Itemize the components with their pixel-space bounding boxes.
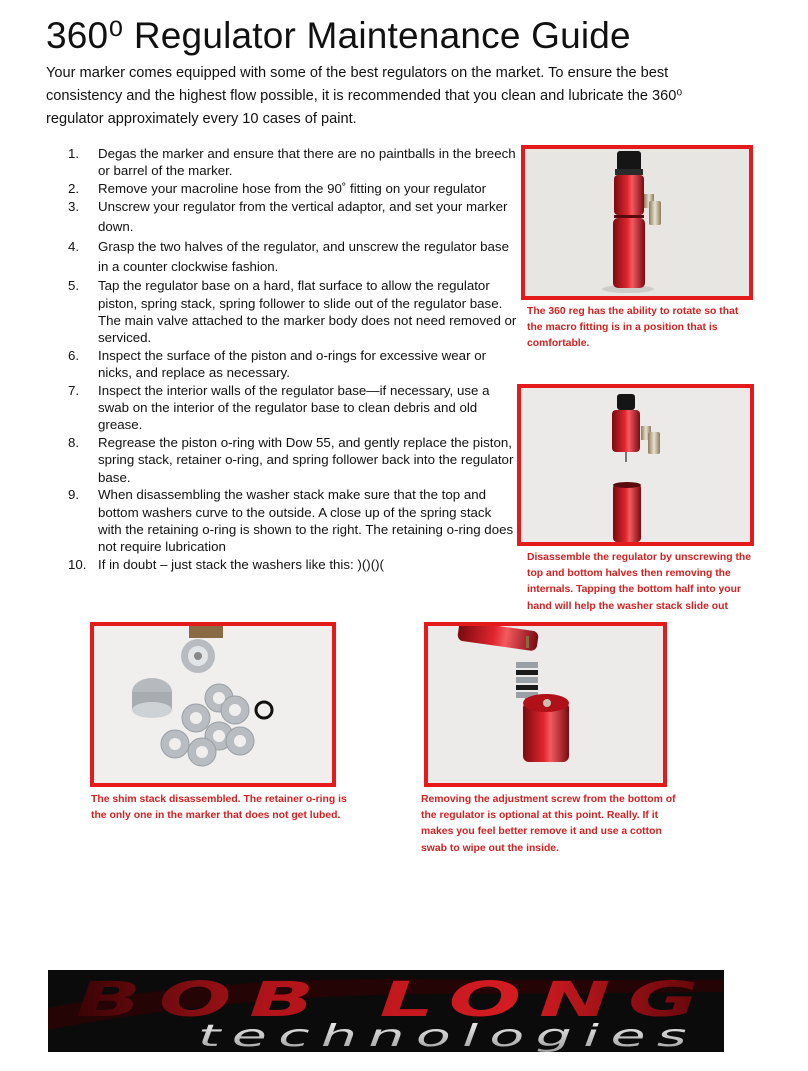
page-title: 360⁰ Regulator Maintenance Guide [46,15,631,56]
list-item [68,237,518,277]
logo-line1: BOB LONG [76,972,716,1028]
step-number: 8. [68,434,80,450]
list-item [68,382,518,434]
intro-paragraph: Your marker comes equipped with some of the best regulators on the market. To ensure the best consistency and the highest flow possible, it is recommended that you clean and lubricate the 360⁰ regulator approximately every 10 cases of paint. [46,65,683,127]
step-text: Remove your macroline hose from the 90˚ fitting on your regulator [98,180,487,196]
maintenance-steps [68,145,518,573]
caption-disassemble: Disassemble the regulator by unscrewing the top and bottom halves then removing the internals. Tapping the bottom half into your hand will help the washer stack slide out [527,552,752,612]
step-text: Inspect the interior walls of the regulator base—if necessary, use a swab on the interior of the regulator base to clean debris and old grease. [98,382,490,433]
list-item [68,556,518,573]
caption-adjustment-screw: Removing the adjustment screw from the bottom of the regulator is optional at this point. Really. If it makes you feel better remove it and use a cotton swab to wipe out the inside. [421,794,676,854]
list-item [68,347,518,382]
list-item [68,145,518,180]
step-text: Unscrew your regulator from the vertical adaptor, and set your marker down. [98,199,508,235]
step-text: Inspect the surface of the piston and o-rings for excessive wear or nicks, and replace as necessary. [98,347,487,381]
list-item [68,486,518,556]
step-text: Regrease the piston o-ring with Dow 55, and gently replace the piston, spring stack, retainer o-ring, and spring follower back into the regulator base. [98,434,514,485]
shim-stack-photo [90,622,336,787]
list-item [68,197,518,237]
logo-line2: technologies [198,1019,698,1052]
list-item [68,180,518,197]
step-number: 5. [68,278,80,294]
disassembled-regulator-photo [517,384,754,546]
step-number: 4. [68,239,80,255]
list-item [68,277,518,347]
adjustment-screw-image [428,626,663,783]
step-number: 10. [68,556,87,572]
step-number: 3. [68,199,80,215]
regulator-assembled-image [525,149,749,296]
step-number: 9. [68,487,80,503]
adjustment-screw-photo [424,622,667,787]
shim-stack-image [94,626,332,783]
logo-graphic [48,970,724,1052]
step-text: Degas the marker and ensure that there are no paintballs in the breech or barrel of the marker. [98,146,516,179]
caption-regulator-rotate: The 360 reg has the ability to rotate so that the macro fitting is in a position that is comfortable. [527,306,739,350]
regulator-halves-image [521,388,750,542]
caption-shim-stack: The shim stack disassembled. The retainer o-ring is the only one in the marker that does not get lubed. [91,794,347,822]
list-item [68,434,518,486]
step-number: 6. [68,347,80,363]
step-number: 2. [68,180,80,196]
step-text: Grasp the two halves of the regulator, and unscrew the regulator base in a counter clockwise fashion. [98,239,509,275]
step-text: If in doubt – just stack the washers like this: )()()( [98,556,384,572]
step-text: When disassembling the washer stack make sure that the top and bottom washers curve to the outside. A close up of the spring stack with the retaining o-ring is shown to the right. The retaining o-ring does not require lubrication [98,487,514,555]
step-number: 7. [68,382,80,398]
regulator-photo [521,145,753,300]
bob-long-logo [48,970,724,1052]
step-number: 1. [68,146,80,161]
step-text: Tap the regulator base on a hard, flat surface to allow the regulator piston, spring stack, spring follower to slide out of the regulator base. The main valve attached to the marker body does not need removed or serviced. [98,278,517,346]
